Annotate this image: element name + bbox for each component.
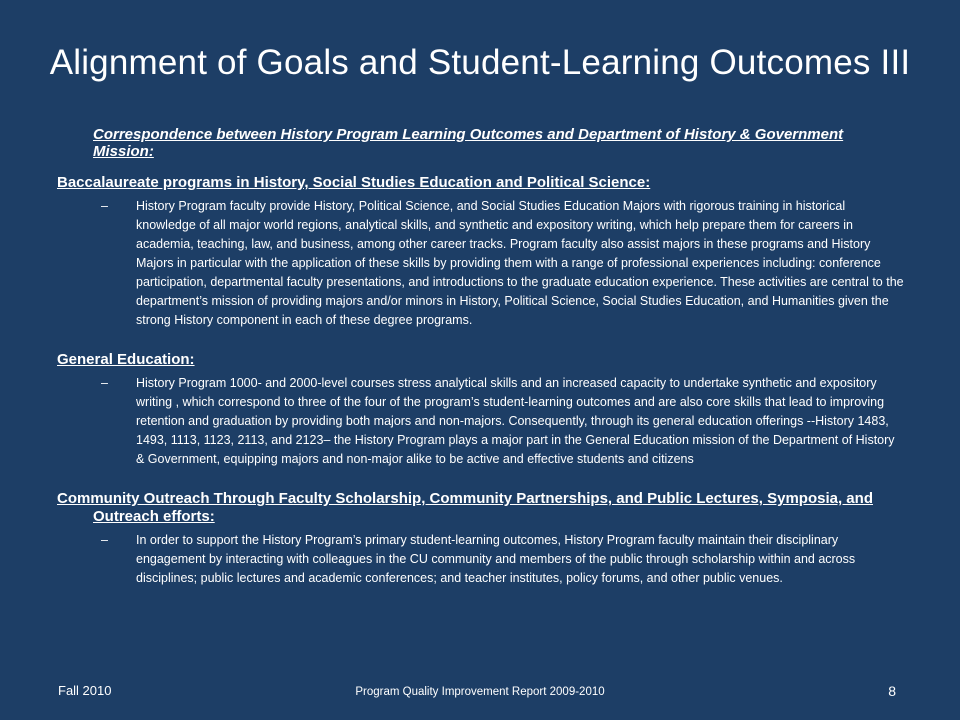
dash-bullet-icon: – (101, 533, 108, 547)
bullet-item (57, 531, 905, 588)
slide-body (57, 126, 905, 609)
slide-title: Alignment of Goals and Student-Learning Outcomes III (49, 43, 911, 82)
footer-report-title: Program Quality Improvement Report 2009-2010 (355, 686, 605, 698)
section-heading: Community Outreach Through Faculty Scholarship, Community Partnerships, and Public Lectures, Symposia, and Outreach efforts: (57, 490, 873, 525)
section-baccalaureate (57, 174, 905, 330)
slide-subtitle: Correspondence between History Program Learning Outcomes and Department of History & Government Mission: (93, 126, 844, 160)
bullet-item (57, 374, 905, 469)
section-general-education (57, 351, 905, 469)
footer-date: Fall 2010 (58, 683, 112, 698)
bullet-text: History Program faculty provide History, Political Science, and Social Studies Education Majors with rigorous training in historical knowledge of all major world regions, analytical skills, and synthetic and expository writing, which help prepare them for careers in academia, teaching, law, and business, among other career tracks. Program faculty also assist majors in these programs and History Majors in particular with the application of these skills by providing them with a range of professional experiences including: conference participation, departmental faculty presentations, and introductions to the graduate education experience. These activities are central to the department’s mission of providing majors and/or minors in History, Political Science, Social Studies Education, and Humanities given the strong History component in each of these degree programs. (136, 199, 904, 327)
page-number: 8 (888, 683, 896, 699)
section-heading: General Education: (57, 351, 195, 368)
bullet-text: History Program 1000- and 2000-level courses stress analytical skills and an increased capacity to undertake synthetic and expository writing , which correspond to three of the four of the program’s student-learning outcomes and are also core skills that lead to improving retention and graduation by providing both majors and non-majors. Consequently, through its general education offerings --History 1483, 1493, 1113, 1123, 2113, and 2123– the History Program plays a major part in the General Education mission of the Department of History & Government, equipping majors and non-major alike to be active and effective students and citizens (136, 376, 895, 466)
bullet-item (57, 197, 905, 330)
bullet-text: In order to support the History Program’s primary student-learning outcomes, History Program faculty maintain their disciplinary engagement by interacting with colleagues in the CU community and members of the public through scholarship within and across disciplines; public lectures and academic conferences; and teacher institutes, policy forums, and other public venues. (136, 533, 856, 585)
section-heading: Baccalaureate programs in History, Social Studies Education and Political Science: (57, 174, 651, 191)
dash-bullet-icon: – (101, 376, 108, 390)
section-community-outreach (57, 490, 905, 588)
dash-bullet-icon: – (101, 199, 108, 213)
